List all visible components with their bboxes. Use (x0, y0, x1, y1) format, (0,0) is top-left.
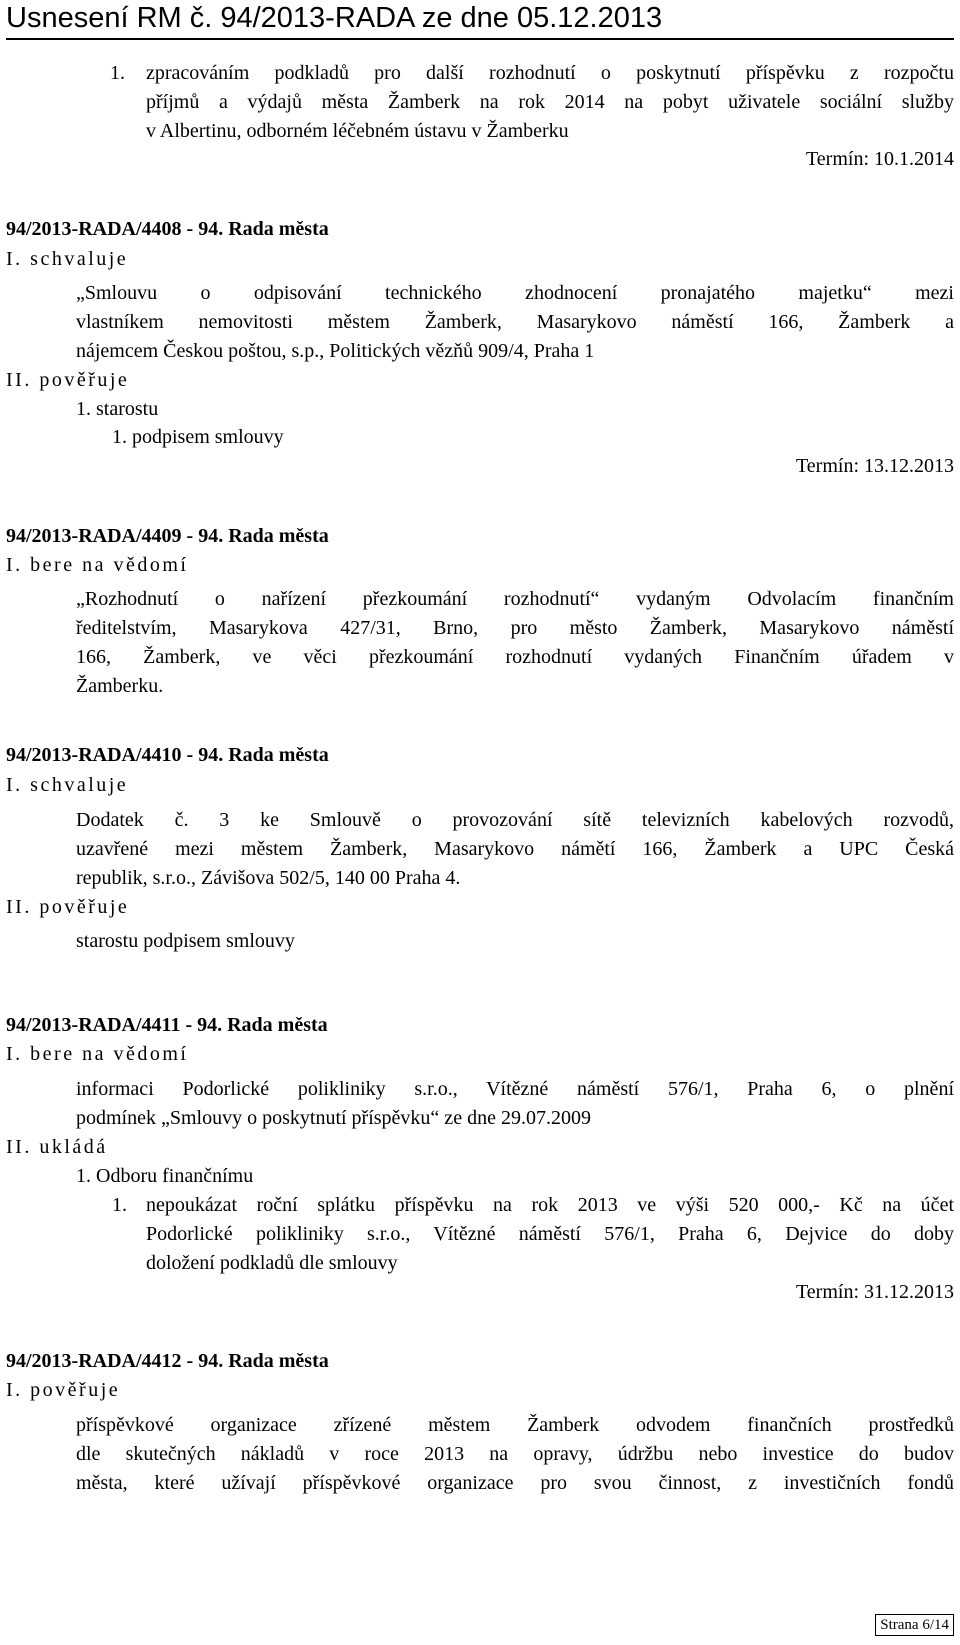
paragraph-line: zpracováním podkladů pro další rozhodnutí o poskytnutí příspěvku z rozpočtu (146, 62, 954, 84)
paragraph-line: republik, s.r.o., Závišova 502/5, 140 00 Praha 4. (76, 867, 461, 889)
section-label: II. ukládá (6, 1136, 108, 1158)
resolution-heading: 94/2013-RADA/4409 - 94. Rada města (6, 525, 329, 547)
paragraph-line: příjmů a výdajů města Žamberk na rok 2014 na pobyt uživatele sociální služby (146, 91, 954, 113)
paragraph-line: 166, Žamberk, ve věci přezkoumání rozhodnutí vydaných Finančním úřadem v (76, 646, 954, 668)
section-label: I. bere na vědomí (6, 554, 189, 576)
resolution-heading: 94/2013-RADA/4408 - 94. Rada města (6, 218, 329, 240)
deadline: Termín: 13.12.2013 (795, 455, 954, 477)
paragraph-line: „Rozhodnutí o nařízení přezkoumání rozhodnutí“ vydaným Odvolacím finančním (76, 588, 954, 610)
page-header: Usnesení RM č. 94/2013-RADA ze dne 05.12.2013 (6, 0, 954, 40)
paragraph-line: starostu podpisem smlouvy (76, 930, 295, 952)
list-item: 1. starostu (76, 398, 159, 420)
section-label: II. pověřuje (6, 369, 130, 391)
paragraph-line: nájemcem Českou poštou, s.p., Politických vězňů 909/4, Praha 1 (76, 340, 595, 362)
page-number: Strana 6/14 (875, 1614, 954, 1636)
paragraph-line: dle skutečných nákladů v roce 2013 na opravy, údržbu nebo investice do budov (76, 1443, 954, 1465)
resolution-heading: 94/2013-RADA/4410 - 94. Rada města (6, 744, 329, 766)
paragraph-line: Žamberku. (76, 675, 164, 697)
paragraph-line: Dodatek č. 3 ke Smlouvě o provozování sítě televizních kabelových rozvodů, (76, 809, 954, 831)
paragraph-line: ředitelstvím, Masarykova 427/31, Brno, pro město Žamberk, Masarykovo náměstí (76, 617, 954, 639)
list-item: 1. podpisem smlouvy (112, 426, 284, 448)
section-label: II. pověřuje (6, 896, 130, 918)
paragraph-line: nepoukázat roční splátku příspěvku na rok 2013 ve výši 520 000,- Kč na účet (146, 1194, 954, 1216)
paragraph-line: uzavřené mezi městem Žamberk, Masarykovo námětí 166, Žamberk a UPC Česká (76, 838, 954, 860)
list-number: 1. (112, 1194, 127, 1216)
paragraph-line: informaci Podorlické polikliniky s.r.o., Vítězné náměstí 576/1, Praha 6, o plnění (76, 1078, 954, 1100)
section-label: I. schvaluje (6, 248, 129, 270)
list-number: 1. (110, 62, 125, 84)
deadline: Termín: 10.1.2014 (805, 148, 954, 170)
resolution-heading: 94/2013-RADA/4412 - 94. Rada města (6, 1350, 329, 1372)
paragraph-line: podmínek „Smlouvy o poskytnutí příspěvku“ ze dne 29.07.2009 (76, 1107, 591, 1129)
paragraph-line: příspěvkové organizace zřízené městem Žamberk odvodem finančních prostředků (76, 1414, 954, 1436)
section-label: I. bere na vědomí (6, 1043, 189, 1065)
section-label: I. schvaluje (6, 774, 129, 796)
paragraph-line: města, které užívají příspěvkové organizace pro svou činnost, z investičních fondů (76, 1472, 954, 1494)
deadline: Termín: 31.12.2013 (795, 1281, 954, 1303)
paragraph-line: „Smlouvu o odpisování technického zhodnocení pronajatého majetku“ mezi (76, 282, 954, 304)
section-label: I. pověřuje (6, 1379, 121, 1401)
paragraph-line: v Albertinu, odborném léčebném ústavu v Žamberku (146, 120, 569, 142)
paragraph-line: Podorlické polikliniky s.r.o., Vítězné náměstí 576/1, Praha 6, Dejvice do doby (146, 1223, 954, 1245)
list-item: 1. Odboru finančnímu (76, 1165, 254, 1187)
resolution-heading: 94/2013-RADA/4411 - 94. Rada města (6, 1014, 328, 1036)
paragraph-line: doložení podkladů dle smlouvy (146, 1252, 398, 1274)
paragraph-line: vlastníkem nemovitosti městem Žamberk, Masarykovo náměstí 166, Žamberk a (76, 311, 954, 333)
